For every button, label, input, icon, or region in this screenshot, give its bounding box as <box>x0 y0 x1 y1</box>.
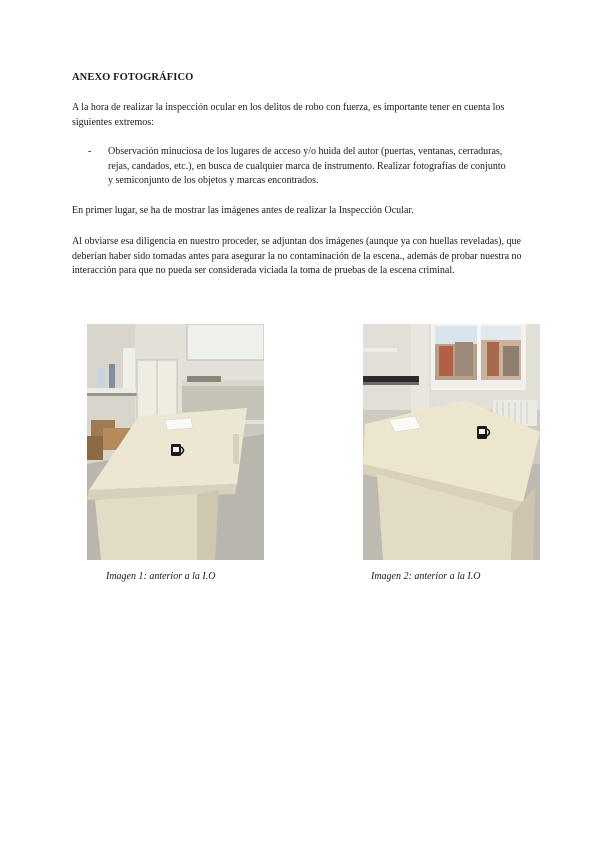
intro-paragraph: A la hora de realizar la inspección ocular en los delitos de robo con fuerza, es importante tener en cuenta los siguientes extremos: <box>72 102 505 128</box>
image-caption-2: Imagen 2: anterior a la I.O <box>371 571 481 582</box>
bullet-marker: - <box>88 146 92 157</box>
photo-desk-before-inspection-2 <box>363 324 540 560</box>
bullet-text: Observación minuciosa de los lugares de acceso y/o huida del autor (puertas, ventanas, cerraduras, rejas, candados, etc.), en busca de cualquier marca de instrumento. Realizar fotografías de conjunto y semiconjunto de los objetos y marcas encontrados. <box>108 146 506 186</box>
photo-desk-before-inspection-1 <box>87 324 264 560</box>
observation-paragraph: Al obviarse esa diligencia en nuestro proceder, se adjuntan dos imágenes (aunque ya con huellas reveladas), que deberían haber sido tomadas antes para asegurar la no contaminación de la escena., además de probar nuestra no interacción para que no pueda ser considerada viciada la toma de pruebas de la escena criminal. <box>72 236 522 276</box>
first-place-paragraph: En primer lugar, se ha de mostrar las imágenes antes de realizar la Inspección Ocular. <box>72 205 414 216</box>
section-heading: ANEXO FOTOGRÁFICO <box>72 72 194 83</box>
image-caption-1: Imagen 1: anterior a la I.O <box>106 571 216 582</box>
